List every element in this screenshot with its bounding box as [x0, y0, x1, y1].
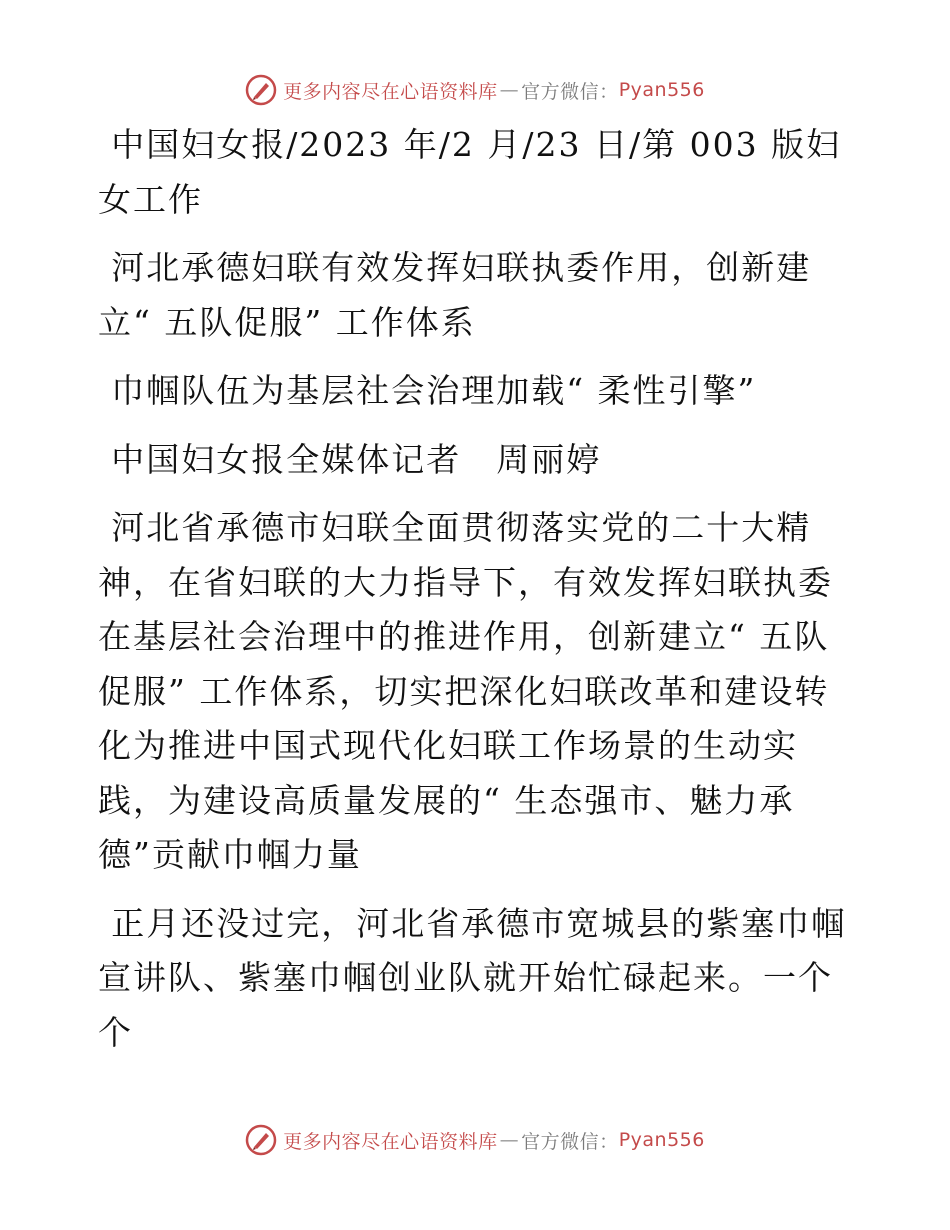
quill-pen-circle-icon — [245, 74, 277, 106]
watermark-footer — [0, 1120, 950, 1160]
article-paragraph: 正月还没过完，河北省承德市宽城县的紫塞巾帼宣讲队、紫塞巾帼创业队就开始忙碌起来。一个个 — [98, 903, 847, 1052]
watermark-wechat-id: Pyan556 — [618, 79, 705, 101]
watermark-site-text: 更多内容尽在心语资料库 — [283, 80, 498, 103]
article-paragraph: 河北省承德市妇联全面贯彻落实党的二十大精神，在省妇联的大力指导下，有效发挥妇联执委在基层社会治理中的推进作用，创新建立“ 五队促服” 工作体系，切实把深化妇联改革和建设转化为推进中国式现代化妇联工作场景的生动实践，为建设高质量发展的“ 生态强市、魅力承德”贡献巾帼力量 — [98, 508, 833, 874]
watermark-site-text: 更多内容尽在心语资料库 — [283, 1130, 498, 1153]
watermark-wechat-label: 官方微信： — [521, 1130, 619, 1153]
quill-pen-circle-icon — [245, 1124, 277, 1156]
article-headline: 河北承德妇联有效发挥妇联执委作用，创新建立“ 五队促服” 工作体系 — [98, 248, 812, 342]
watermark-separator: — — [499, 1129, 520, 1151]
article-byline: 中国妇女报全媒体记者 周丽婷 — [111, 439, 602, 479]
article-source-line: 中国妇女报/2023 年/2 月/23 日/第 003 版妇女工作 — [98, 125, 842, 219]
watermark-wechat-label: 官方微信： — [521, 80, 619, 103]
watermark-header — [0, 70, 950, 110]
article-subheadline: 巾帼队伍为基层社会治理加载“ 柔性引擎” — [111, 371, 757, 410]
article-body — [98, 118, 850, 1074]
watermark-wechat-id: Pyan556 — [618, 1129, 705, 1151]
watermark-separator: — — [499, 79, 520, 101]
